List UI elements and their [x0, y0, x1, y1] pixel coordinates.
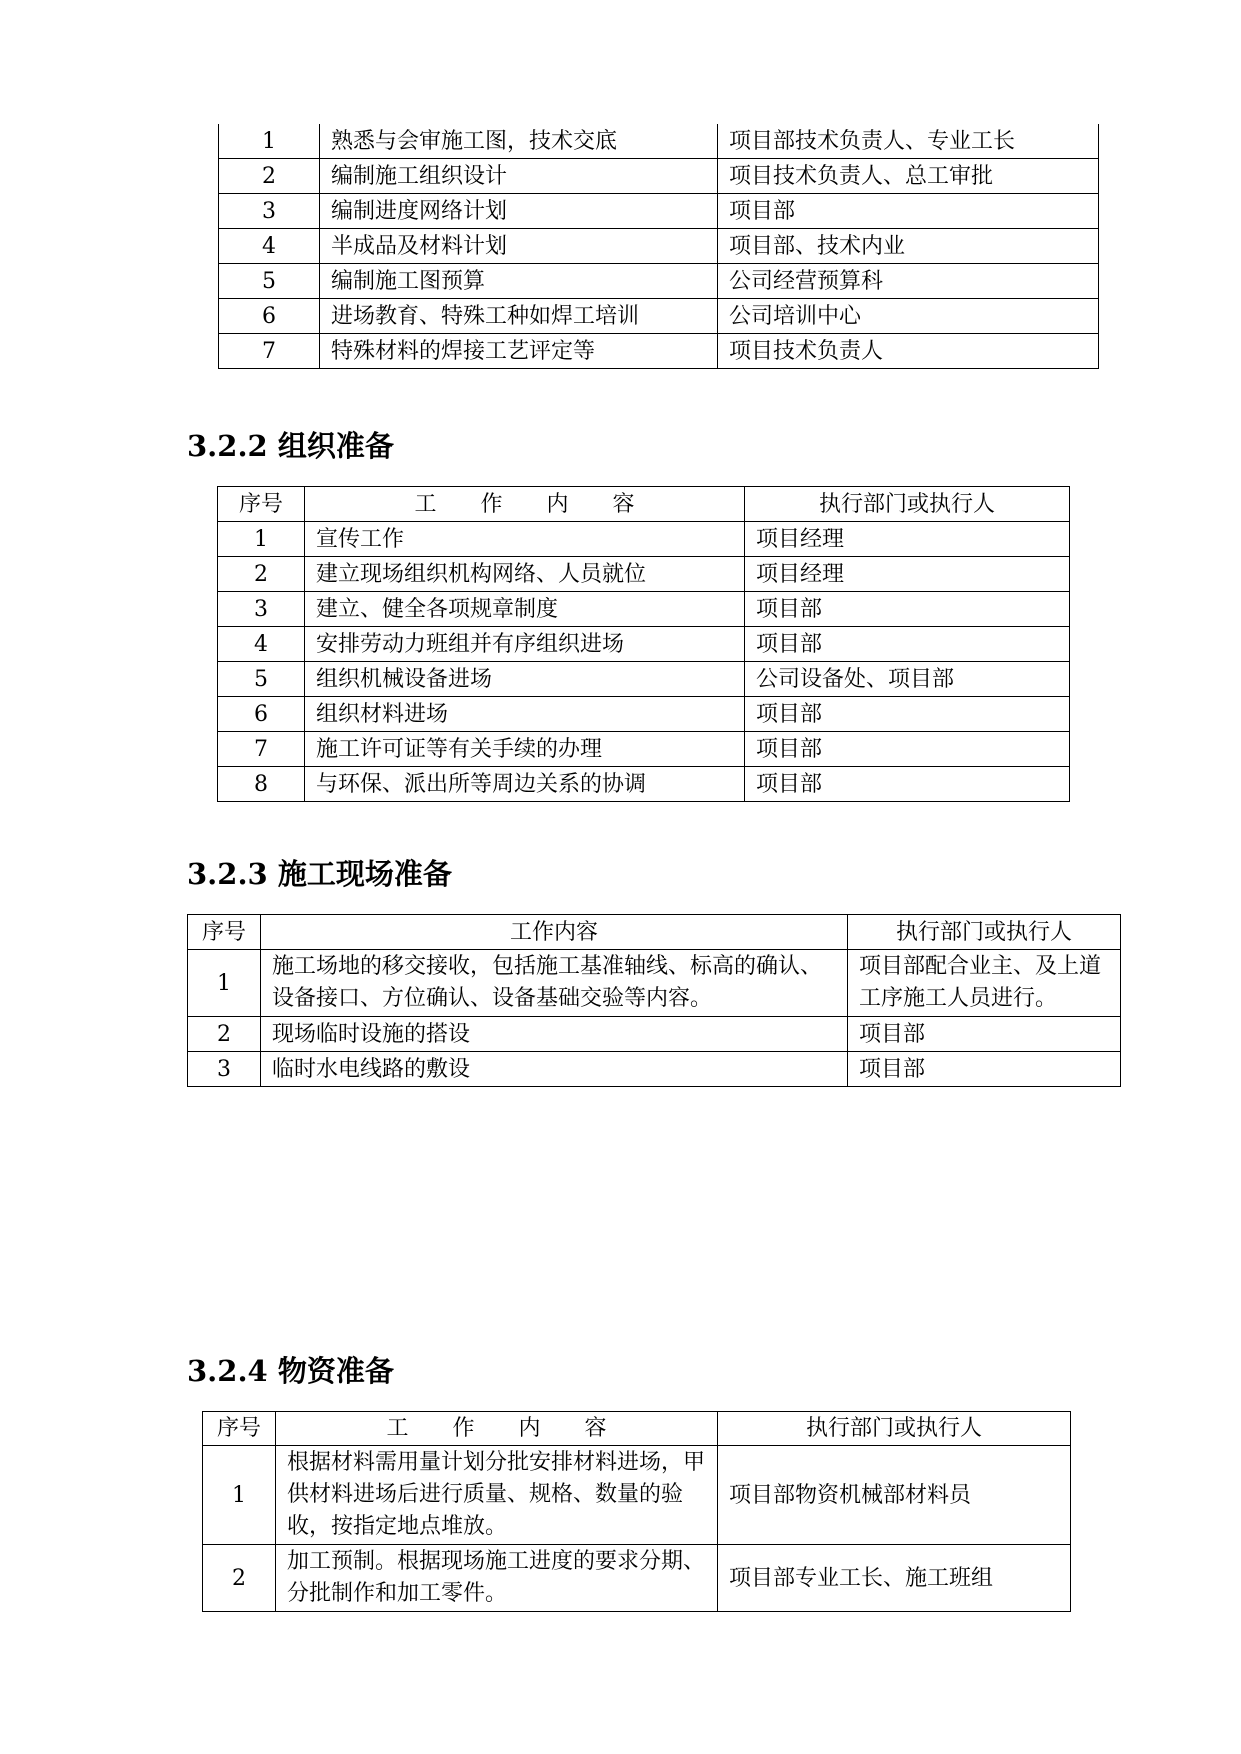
column-header-executor: 执行部门或执行人: [718, 1412, 1071, 1446]
executor: 公司培训中心: [718, 299, 1099, 334]
table-row: [218, 522, 1070, 557]
executor: 项目部: [745, 732, 1070, 767]
work-content: 建立、健全各项规章制度: [305, 592, 745, 627]
work-content: 组织机械设备进场: [305, 662, 745, 697]
row-number: 2: [188, 1017, 261, 1052]
table-row: [218, 697, 1070, 732]
table-row: [219, 159, 1099, 194]
work-content: 半成品及材料计划: [320, 229, 718, 264]
row-number: 7: [218, 732, 305, 767]
site-prep-table: [187, 914, 1121, 1087]
row-number: 4: [218, 627, 305, 662]
row-number: 5: [219, 264, 320, 299]
table-row: [218, 592, 1070, 627]
table-row: [219, 264, 1099, 299]
table-row: [203, 1545, 1071, 1612]
column-header-executor: 执行部门或执行人: [848, 915, 1121, 950]
work-content: 宣传工作: [305, 522, 745, 557]
row-number: 8: [218, 767, 305, 802]
row-number: 1: [188, 950, 261, 1017]
executor: 项目部配合业主、及上道工序施工人员进行。: [848, 950, 1121, 1017]
section-heading: 3.2.3 施工现场准备: [187, 857, 452, 891]
work-content: 加工预制。根据现场施工进度的要求分期、分批制作和加工零件。: [276, 1545, 718, 1612]
row-number: 4: [219, 229, 320, 264]
executor: 项目技术负责人: [718, 334, 1099, 369]
executor: 项目部: [718, 194, 1099, 229]
materials-prep-table: [202, 1411, 1071, 1612]
work-content: 施工场地的移交接收，包括施工基准轴线、标高的确认、设备接口、方位确认、设备基础交验等内容。: [261, 950, 848, 1017]
table-row: [203, 1446, 1071, 1545]
row-number: 1: [219, 124, 320, 159]
column-header-content: 工 作 内 容: [305, 487, 745, 522]
executor: 项目部: [745, 767, 1070, 802]
work-content: 编制进度网络计划: [320, 194, 718, 229]
executor: 项目部: [745, 697, 1070, 732]
executor: 项目经理: [745, 557, 1070, 592]
column-header-number: 序号: [188, 915, 261, 950]
executor: 公司设备处、项目部: [745, 662, 1070, 697]
table-row: [219, 299, 1099, 334]
table-row: [218, 627, 1070, 662]
table-row: [188, 950, 1121, 1017]
row-number: 3: [218, 592, 305, 627]
column-header-executor: 执行部门或执行人: [745, 487, 1070, 522]
table-row: [218, 767, 1070, 802]
section-heading: 3.2.4 物资准备: [187, 1354, 394, 1388]
row-number: 3: [219, 194, 320, 229]
table-row: [188, 1052, 1121, 1087]
table-header-row: [188, 915, 1121, 950]
work-content: 组织材料进场: [305, 697, 745, 732]
prep-tech-table: [218, 124, 1099, 369]
org-prep-table: [217, 486, 1070, 802]
table-row: [219, 229, 1099, 264]
executor: 项目部: [745, 627, 1070, 662]
executor: 公司经营预算科: [718, 264, 1099, 299]
row-number: 1: [218, 522, 305, 557]
executor: 项目部: [848, 1052, 1121, 1087]
row-number: 6: [218, 697, 305, 732]
table-row: [188, 1017, 1121, 1052]
work-content: 施工许可证等有关手续的办理: [305, 732, 745, 767]
executor: 项目技术负责人、总工审批: [718, 159, 1099, 194]
executor: 项目部技术负责人、专业工长: [718, 124, 1099, 159]
row-number: 2: [218, 557, 305, 592]
work-content: 进场教育、特殊工种如焊工培训: [320, 299, 718, 334]
row-number: 3: [188, 1052, 261, 1087]
executor: 项目部: [745, 592, 1070, 627]
executor: 项目部: [848, 1017, 1121, 1052]
row-number: 2: [219, 159, 320, 194]
table-row: [218, 662, 1070, 697]
work-content: 现场临时设施的搭设: [261, 1017, 848, 1052]
work-content: 熟悉与会审施工图，技术交底: [320, 124, 718, 159]
column-header-number: 序号: [218, 487, 305, 522]
executor: 项目经理: [745, 522, 1070, 557]
row-number: 6: [219, 299, 320, 334]
work-content: 编制施工组织设计: [320, 159, 718, 194]
work-content: 临时水电线路的敷设: [261, 1052, 848, 1087]
work-content: 建立现场组织机构网络、人员就位: [305, 557, 745, 592]
row-number: 7: [219, 334, 320, 369]
work-content: 安排劳动力班组并有序组织进场: [305, 627, 745, 662]
column-header-content: 工 作 内 容: [276, 1412, 718, 1446]
section-heading: 3.2.2 组织准备: [187, 429, 394, 463]
row-number: 5: [218, 662, 305, 697]
executor: 项目部专业工长、施工班组: [718, 1545, 1071, 1612]
column-header-number: 序号: [203, 1412, 276, 1446]
table-header-row: [203, 1412, 1071, 1446]
table-row: [219, 194, 1099, 229]
table-row: [219, 334, 1099, 369]
executor: 项目部物资机械部材料员: [718, 1446, 1071, 1545]
row-number: 1: [203, 1446, 276, 1545]
work-content: 特殊材料的焊接工艺评定等: [320, 334, 718, 369]
column-header-content: 工作内容: [261, 915, 848, 950]
table-row: [218, 557, 1070, 592]
executor: 项目部、技术内业: [718, 229, 1099, 264]
table-row: [218, 732, 1070, 767]
work-content: 根据材料需用量计划分批安排材料进场，甲供材料进场后进行质量、规格、数量的验收，按指定地点堆放。: [276, 1446, 718, 1545]
work-content: 与环保、派出所等周边关系的协调: [305, 767, 745, 802]
work-content: 编制施工图预算: [320, 264, 718, 299]
table-header-row: [218, 487, 1070, 522]
row-number: 2: [203, 1545, 276, 1612]
table-row: [219, 124, 1099, 159]
